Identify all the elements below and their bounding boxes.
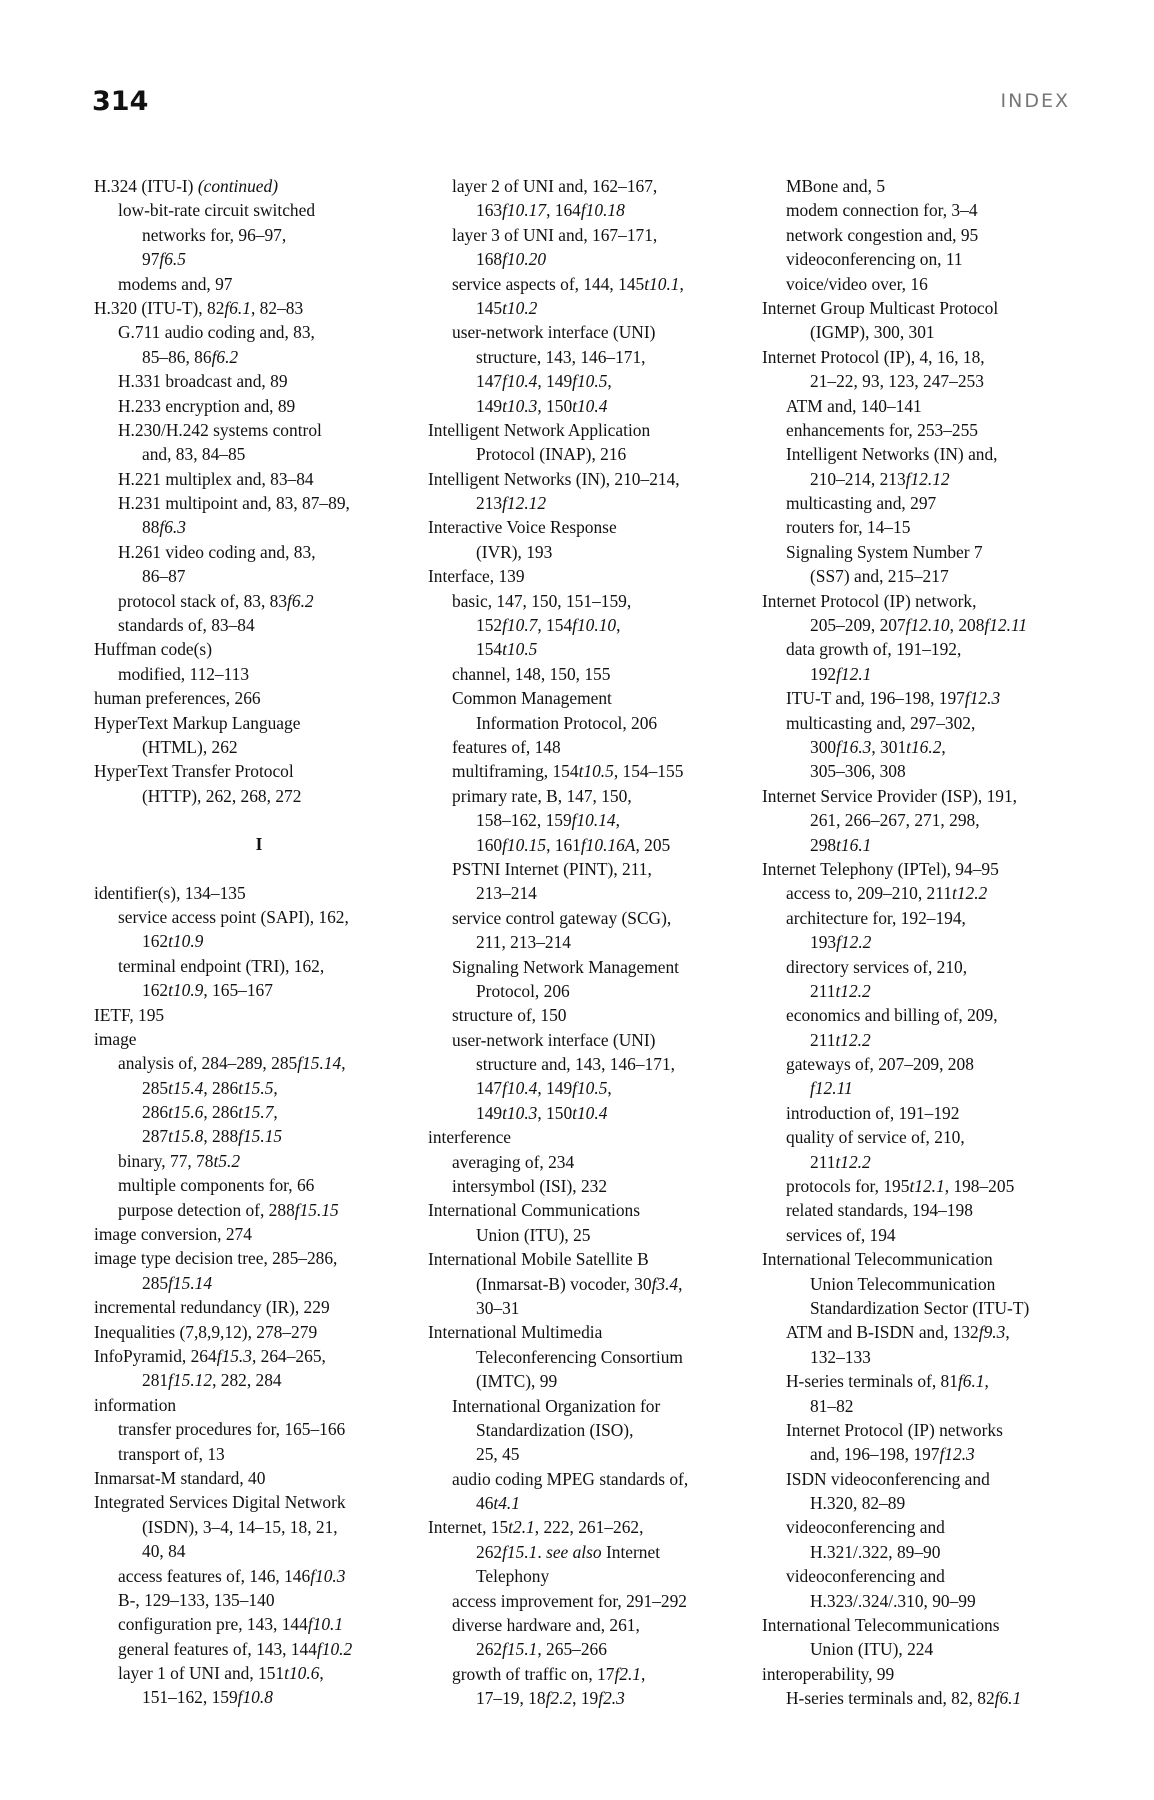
index-subentry: ISDN videoconferencing and [786,1468,990,1489]
index-subentry: videoconferencing and [786,1517,945,1538]
index-subentry: Standardization (ISO), [476,1419,634,1440]
index-subentry: videoconferencing and [786,1566,945,1587]
index-subentry: (IVR), 193 [476,541,553,562]
index-subentry: 168f10.20 [476,249,547,270]
index-entry: Interactive Voice Response [428,517,617,538]
index-subentry: 30–31 [476,1297,520,1318]
index-subentry: H.323/.324/.310, 90–99 [810,1590,976,1611]
index-subentry: Signaling Network Management [452,956,679,977]
index-subentry: H.221 multiplex and, 83–84 [118,468,314,489]
index-subentry: service aspects of, 144, 145t10.1, [452,273,684,294]
index-subentry: 40, 84 [142,1541,186,1562]
index-subentry: 145t10.2 [476,297,538,318]
index-subentry: 149t10.3, 150t10.4 [476,1102,608,1123]
index-entry: human preferences, 266 [94,688,261,709]
index-entry: image conversion, 274 [94,1224,252,1245]
index-subentry: standards of, 83–84 [118,615,255,636]
index-entry: International Communications [428,1200,641,1221]
index-subentry: basic, 147, 150, 151–159, [452,590,632,611]
index-subentry: 211t12.2 [810,1151,871,1172]
index-subentry: layer 3 of UNI and, 167–171, [452,224,658,245]
index-subentry: 261, 266–267, 271, 298, [810,810,980,831]
index-entry: image [94,1028,137,1049]
index-entry: Intelligent Network Application [428,419,651,440]
index-column-1 [94,174,424,1710]
index-subentry: H.233 encryption and, 89 [118,395,296,416]
index-subentry: low-bit-rate circuit switched [118,200,316,221]
index-subentry: 85–86, 86f6.2 [142,346,239,367]
index-subentry: diverse hardware and, 261, [452,1615,640,1636]
index-subentry: 163f10.17, 164f10.18 [476,200,625,221]
index-subentry: Intelligent Networks (IN) and, [786,444,998,465]
index-subentry: related standards, 194–198 [786,1200,973,1221]
index-subentry: H-series terminals and, 82, 82f6.1 [786,1688,1022,1709]
index-subentry: 162t10.9 [142,931,204,952]
index-subentry: service access point (SAPI), 162, [118,906,349,927]
index-subentry: H.261 video coding and, 83, [118,541,316,562]
index-entry: Intelligent Networks (IN), 210–214, [428,468,680,489]
index-entry: International Telecommunication [762,1249,993,1270]
index-subentry: averaging of, 234 [452,1151,575,1172]
index-subentry: and, 196–198, 197f12.3 [810,1444,975,1465]
index-subentry: ATM and, 140–141 [786,395,922,416]
index-entry: Internet Telephony (IPTel), 94–95 [762,858,999,879]
index-entry: InfoPyramid, 264f15.3, 264–265, [94,1345,326,1366]
index-subentry: Teleconferencing Consortium [476,1346,683,1367]
index-subentry: economics and billing of, 209, [786,1005,998,1026]
index-subentry: 210–214, 213f12.12 [810,468,950,489]
index-subentry: gateways of, 207–209, 208 [786,1054,974,1075]
index-subentry: Internet Protocol (IP) networks [786,1419,1003,1440]
index-subentry: enhancements for, 253–255 [786,419,978,440]
index-subentry: 86–87 [142,566,186,587]
index-subentry: 17–19, 18f2.2, 19f2.3 [476,1688,625,1709]
index-subentry: H.231 multipoint and, 83, 87–89, [118,493,350,514]
index-subentry: H.230/H.242 systems control [118,419,322,440]
index-subentry: structure of, 150 [452,1005,567,1026]
index-subentry: structure, 143, 146–171, [476,346,646,367]
index-entry: information [94,1394,177,1415]
index-subentry: (IMTC), 99 [476,1371,558,1392]
index-subentry: 213–214 [476,883,537,904]
index-entry: identifier(s), 134–135 [94,882,246,903]
index-subentry: H.331 broadcast and, 89 [118,371,288,392]
index-subentry: 205–209, 207f12.10, 208f12.11 [810,615,1028,636]
index-subentry: 300f16.3, 301t16.2, [810,736,946,757]
index-subentry: 162t10.9, 165–167 [142,980,273,1001]
index-subentry: (Inmarsat-B) vocoder, 30f3.4, [476,1273,683,1294]
index-subentry: multicasting and, 297–302, [786,712,976,733]
index-subentry: 147f10.4, 149f10.5, [476,1078,612,1099]
index-subentry: 211t12.2 [810,980,871,1001]
index-entry: International Telecommunications [762,1615,1000,1636]
index-subentry: data growth of, 191–192, [786,639,962,660]
index-subentry: 97f6.5 [142,249,186,270]
index-subentry: analysis of, 284–289, 285f15.14, [118,1053,346,1074]
index-entry: IETF, 195 [94,1004,165,1025]
index-subentry: 81–82 [810,1395,854,1416]
index-subentry: (ISDN), 3–4, 14–15, 18, 21, [142,1516,338,1537]
index-subentry: transfer procedures for, 165–166 [118,1419,346,1440]
index-entry: Internet Protocol (IP), 4, 16, 18, [762,346,985,367]
index-subentry: (HTML), 262 [142,736,238,757]
index-subentry: user-network interface (UNI) [452,1029,656,1050]
index-subentry: multiple components for, 66 [118,1175,315,1196]
index-subentry: user-network interface (UNI) [452,322,656,343]
index-subentry: services of, 194 [786,1224,896,1245]
index-subentry: Union (ITU), 224 [810,1639,934,1660]
index-subentry: ITU-T and, 196–198, 197f12.3 [786,688,1001,709]
index-subentry: Signaling System Number 7 [786,541,983,562]
index-subentry: (IGMP), 300, 301 [810,322,935,343]
index-subentry: networks for, 96–97, [142,224,287,245]
index-subentry: Protocol, 206 [476,980,570,1001]
index-subentry: 211, 213–214 [476,932,572,953]
index-entry: image type decision tree, 285–286, [94,1248,338,1269]
index-subentry: Information Protocol, 206 [476,712,658,733]
index-subentry: primary rate, B, 147, 150, [452,785,632,806]
section-letter-heading: I [255,834,263,855]
index-subentry: (HTTP), 262, 268, 272 [142,785,302,806]
index-subentry: access improvement for, 291–292 [452,1590,687,1611]
index-subentry: Telephony [476,1566,550,1587]
index-entry: Interface, 139 [428,566,525,587]
index-entry: Inmarsat-M standard, 40 [94,1467,266,1488]
index-subentry: channel, 148, 150, 155 [452,663,611,684]
index-subentry: modem connection for, 3–4 [786,200,978,221]
index-subentry: 192f12.1 [810,663,872,684]
index-subentry: Protocol (INAP), 216 [476,444,627,465]
index-entry: HyperText Markup Language [94,712,301,733]
index-subentry: voice/video over, 16 [786,273,928,294]
index-entry: interoperability, 99 [762,1663,895,1684]
index-subentry: H.320, 82–89 [810,1493,906,1514]
index-subentry: layer 1 of UNI and, 151t10.6, [118,1663,324,1684]
index-subentry: multicasting and, 297 [786,493,937,514]
index-subentry: (SS7) and, 215–217 [810,566,949,587]
index-subentry: 160f10.15, 161f10.16A, 205 [476,834,671,855]
index-subentry: routers for, 14–15 [786,517,911,538]
running-head: INDEX [1000,90,1070,112]
index-subentry: quality of service of, 210, [786,1127,965,1148]
index-subentry: and, 83, 84–85 [142,444,246,465]
index-subentry: 149t10.3, 150t10.4 [476,395,608,416]
index-entry: H.324 (ITU-I) (continued) [94,176,278,196]
index-subentry: structure and, 143, 146–171, [476,1054,675,1075]
index-subentry: access to, 209–210, 211t12.2 [786,883,988,904]
index-column-2 [428,174,758,1711]
index-entry: Inequalities (7,8,9,12), 278–279 [94,1321,318,1342]
index-subentry: B-, 129–133, 135–140 [118,1589,275,1610]
index-subentry: 193f12.2 [810,932,872,953]
index-entry: International Mobile Satellite B [428,1249,649,1270]
index-subentry: network congestion and, 95 [786,224,979,245]
index-subentry: 158–162, 159f10.14, [476,810,620,831]
index-subentry: ATM and B-ISDN and, 132f9.3, [786,1322,1010,1343]
index-subentry: 262f15.1. see also Internet [476,1541,661,1562]
index-subentry: f12.11 [810,1078,853,1099]
index-subentry: 152f10.7, 154f10.10, [476,615,621,636]
index-subentry: 286t15.6, 286t15.7, [142,1102,278,1123]
index-subentry: multiframing, 154t10.5, 154–155 [452,761,684,782]
index-subentry: modems and, 97 [118,273,233,294]
index-subentry: architecture for, 192–194, [786,907,966,928]
index-entry: Internet Protocol (IP) network, [762,590,977,611]
index-subentry: 25, 45 [476,1444,520,1465]
index-subentry: Standardization Sector (ITU-T) [810,1297,1030,1318]
index-subentry: layer 2 of UNI and, 162–167, [452,176,658,196]
page-number: 314 [92,86,149,117]
index-subentry: 211t12.2 [810,1029,871,1050]
index-subentry: modified, 112–113 [118,663,250,684]
index-subentry: Union (ITU), 25 [476,1224,591,1245]
index-subentry: introduction of, 191–192 [786,1102,960,1123]
index-entry: Internet, 15t2.1, 222, 261–262, [428,1517,644,1538]
index-subentry: 281f15.12, 282, 284 [142,1370,282,1391]
index-subentry: MBone and, 5 [786,176,886,196]
index-subentry: G.711 audio coding and, 83, [118,322,315,343]
index-subentry: audio coding MPEG standards of, [452,1468,689,1489]
index-entry: Internet Group Multicast Protocol [762,297,999,318]
index-subentry: configuration pre, 143, 144f10.1 [118,1614,344,1635]
index-subentry: general features of, 143, 144f10.2 [118,1638,353,1659]
index-subentry: 147f10.4, 149f10.5, [476,371,612,392]
index-subentry: 285t15.4, 286t15.5, [142,1077,278,1098]
index-subentry: videoconferencing on, 11 [786,249,963,270]
index-entry: Internet Service Provider (ISP), 191, [762,785,1018,806]
index-subentry: growth of traffic on, 17f2.1, [452,1663,646,1684]
index-subentry: terminal endpoint (TRI), 162, [118,955,325,976]
index-subentry: purpose detection of, 288f15.15 [118,1199,339,1220]
index-subentry: 154t10.5 [476,639,538,660]
index-subentry: Union Telecommunication [810,1273,996,1294]
index-subentry: 21–22, 93, 123, 247–253 [810,371,984,392]
index-entry: International Multimedia [428,1322,603,1343]
index-entry: incremental redundancy (IR), 229 [94,1297,330,1318]
index-subentry: 213f12.12 [476,493,547,514]
index-subentry: protocol stack of, 83, 83f6.2 [118,590,314,611]
index-entry: interference [428,1127,512,1148]
index-subentry: 298t16.1 [810,834,872,855]
index-subentry: H.321/.322, 89–90 [810,1541,941,1562]
index-subentry: transport of, 13 [118,1443,225,1464]
index-subentry: H-series terminals of, 81f6.1, [786,1371,989,1392]
index-entry: Integrated Services Digital Network [94,1492,346,1513]
index-subentry: binary, 77, 78t5.2 [118,1150,241,1171]
index-subentry: Common Management [452,688,612,709]
index-subentry: 46t4.1 [476,1493,520,1514]
index-column-3 [762,174,1092,1711]
index-subentry: directory services of, 210, [786,956,968,977]
index-subentry: 287t15.8, 288f15.15 [142,1126,283,1147]
index-subentry: features of, 148 [452,736,561,757]
index-entry: Huffman code(s) [94,639,212,660]
index-subentry: service control gateway (SCG), [452,907,672,928]
index-entry: HyperText Transfer Protocol [94,761,294,782]
index-subentry: 151–162, 159f10.8 [142,1687,273,1708]
index-subentry: 285f15.14 [142,1272,213,1293]
index-subentry: PSTNI Internet (PINT), 211, [452,858,652,879]
index-subentry: 88f6.3 [142,517,186,538]
index-subentry: International Organization for [452,1395,661,1416]
index-entry: H.320 (ITU-T), 82f6.1, 82–83 [94,297,304,318]
index-subentry: 305–306, 308 [810,761,906,782]
index-subentry: intersymbol (ISI), 232 [452,1176,608,1197]
index-subentry: access features of, 146, 146f10.3 [118,1565,346,1586]
index-subentry: 262f15.1, 265–266 [476,1639,607,1660]
index-subentry: protocols for, 195t12.1, 198–205 [786,1176,1015,1197]
index-subentry: 132–133 [810,1346,871,1367]
